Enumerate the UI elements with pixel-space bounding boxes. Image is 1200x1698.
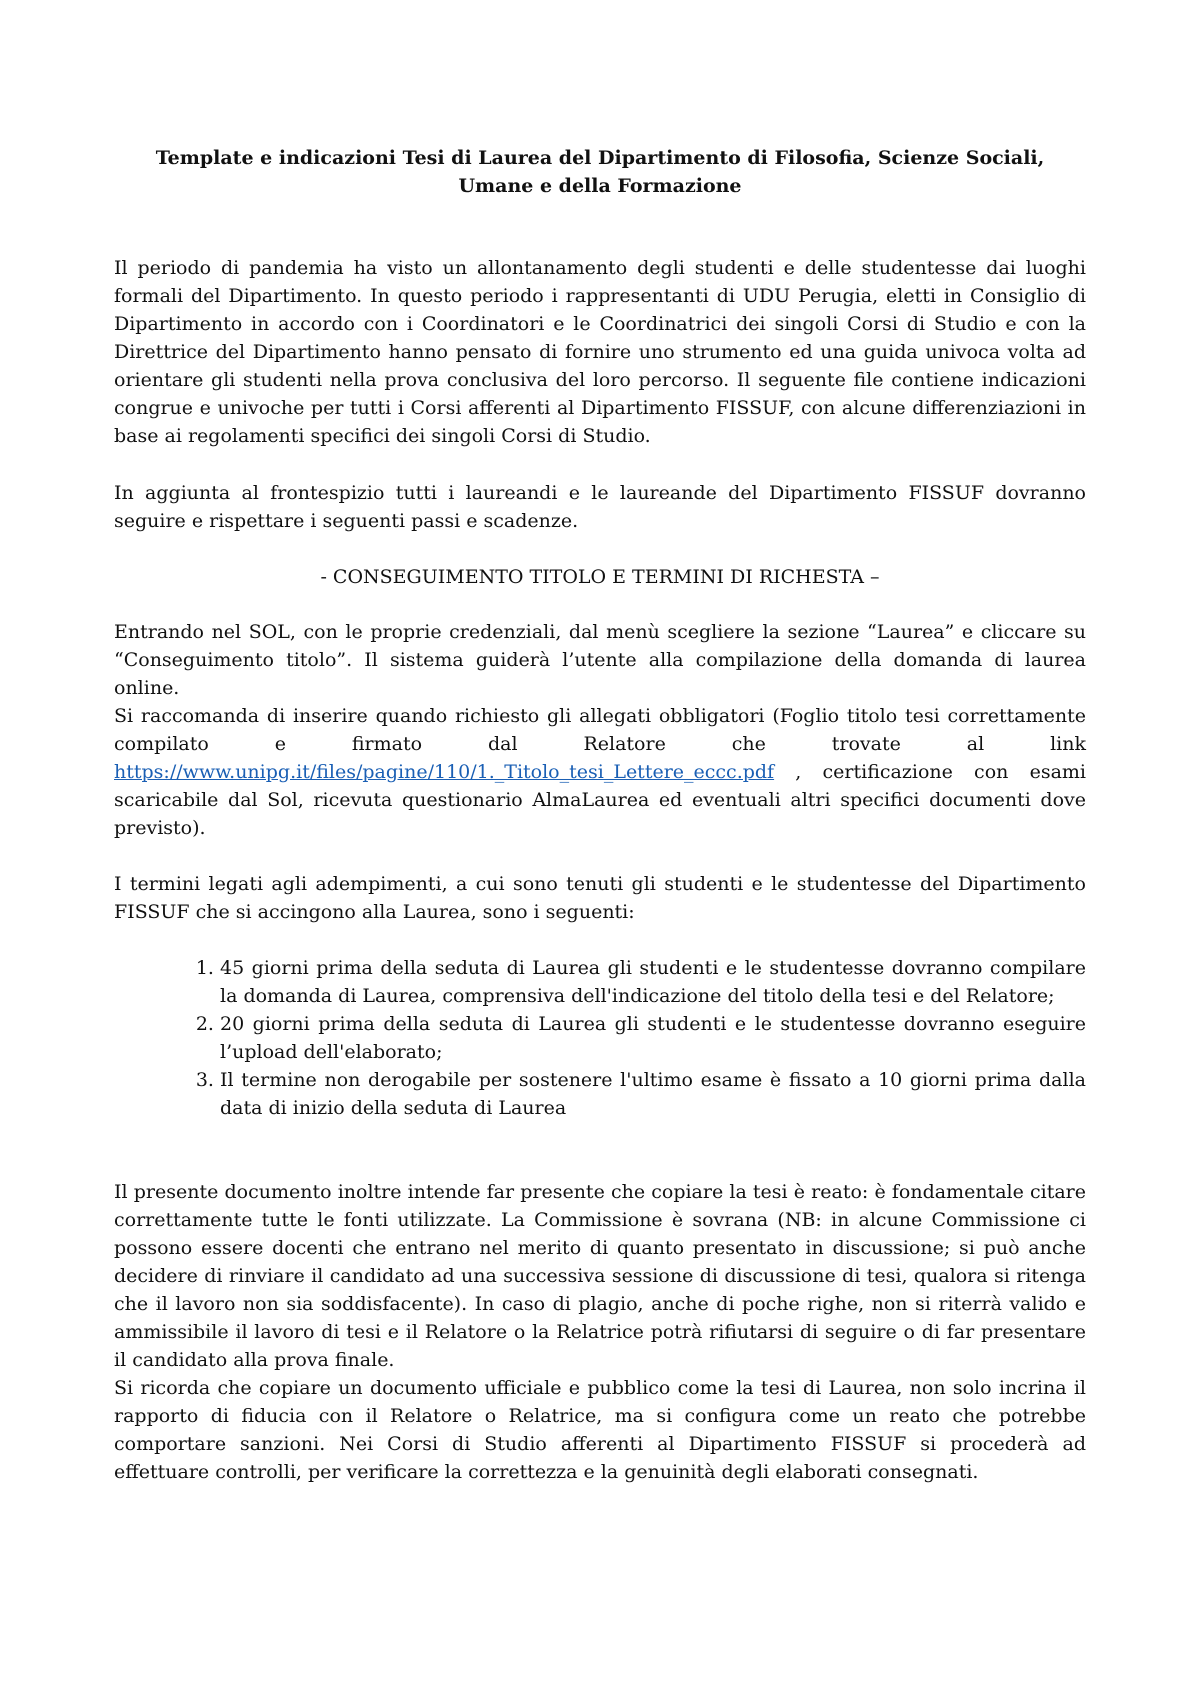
list-item: 3. Il termine non derogabile per sostenere l'ultimo esame è fissato a 10 giorni prima dalla data di inizio della seduta di Laurea bbox=[220, 1066, 1086, 1122]
closing-paragraph: Si ricorda che copiare un documento ufficiale e pubblico come la tesi di Laurea, non solo incrina il rapporto di fiducia con il Relatore o Relatrice, ma si configura come un reato che potrebbe comportare sanzioni. Nei Corsi di Studio afferenti al Dipartimento FISSUF si procederà ad effettuare controlli, per verificare la correttezza e la genuinità degli elaborati consegnati. bbox=[114, 1377, 1086, 1483]
attachments-text-after-link: , certificazione con esami scaricabile dal Sol, ricevuta questionario AlmaLaurea ed eventuali altri specifici documenti dove previsto). bbox=[114, 761, 1086, 839]
titolo-tesi-link[interactable]: https://www.unipg.it/files/pagine/110/1._Titolo_tesi_Lettere_eccc.pdf bbox=[114, 761, 775, 783]
frontespizio-paragraph: In aggiunta al frontespizio tutti i laureandi e le laureande del Dipartimento FISSUF dovranno seguire e rispettare i seguenti passi e scadenze. bbox=[114, 482, 1086, 532]
document-title bbox=[114, 144, 1086, 200]
sol-paragraph: Entrando nel SOL, con le proprie credenziali, dal menù scegliere la sezione “Laurea” e cliccare su “Conseguimento titolo”. Il sistema guiderà l’utente alla compilazione della domanda di laurea online. bbox=[114, 621, 1086, 699]
deadlines-list bbox=[178, 954, 1086, 1122]
attachments-paragraph bbox=[114, 702, 1086, 842]
title-line-2: Umane e della Formazione bbox=[458, 175, 742, 197]
plagiarism-paragraph: Il presente documento inoltre intende far presente che copiare la tesi è reato: è fondamentale citare correttamente tutte le fonti utilizzate. La Commissione è sovrana (NB: in alcune Commissione ci possono essere docenti che entrano nel merito di quanto presentato in discussione; si può anche decidere di rinviare il candidato ad una successiva sessione di discussione di tesi, qualora si ritenga che il lavoro non sia soddisfacente). In caso di plagio, anche di poche righe, non si riterrà valido e ammissibile il lavoro di tesi e il Relatore o la Relatrice potrà rifiutarsi di seguire o di far presentare il candidato alla prova finale. bbox=[114, 1181, 1086, 1371]
intro-paragraph: Il periodo di pandemia ha visto un allontanamento degli studenti e delle studentesse dai luoghi formali del Dipartimento. In questo periodo i rappresentanti di UDU Perugia, eletti in Consiglio di Dipartimento in accordo con i Coordinatori e le Coordinatrici dei singoli Corsi di Studio e con la Direttrice del Dipartimento hanno pensato di fornire uno strumento ed una guida univoca volta ad orientare gli studenti nella prova conclusiva del loro percorso. Il seguente file contiene indicazioni congrue e univoche per tutti i Corsi afferenti al Dipartimento FISSUF, con alcune differenziazioni in base ai regolamenti specifici dei singoli Corsi di Studio. bbox=[114, 257, 1086, 447]
attachments-text-before-link: Si raccomanda di inserire quando richiesto gli allegati obbligatori (Foglio titolo tesi correttamente compilato e firmato dal Relatore che trovate al link bbox=[114, 705, 1086, 755]
terms-intro-paragraph: I termini legati agli adempimenti, a cui sono tenuti gli studenti e le studentesse del Dipartimento FISSUF che si accingono alla Laurea, sono i seguenti: bbox=[114, 873, 1086, 923]
section-heading: - CONSEGUIMENTO TITOLO E TERMINI DI RICHESTA – bbox=[320, 566, 880, 588]
list-item: 1. 45 giorni prima della seduta di Laurea gli studenti e le studentesse dovranno compilare la domanda di Laurea, comprensiva dell'indicazione del titolo della tesi e del Relatore; bbox=[220, 954, 1086, 1010]
list-item: 2. 20 giorni prima della seduta di Laurea gli studenti e le studentesse dovranno eseguire l’upload dell'elaborato; bbox=[220, 1010, 1086, 1066]
title-line-1: Template e indicazioni Tesi di Laurea del Dipartimento di Filosofia, Scienze Sociali, bbox=[155, 147, 1045, 169]
